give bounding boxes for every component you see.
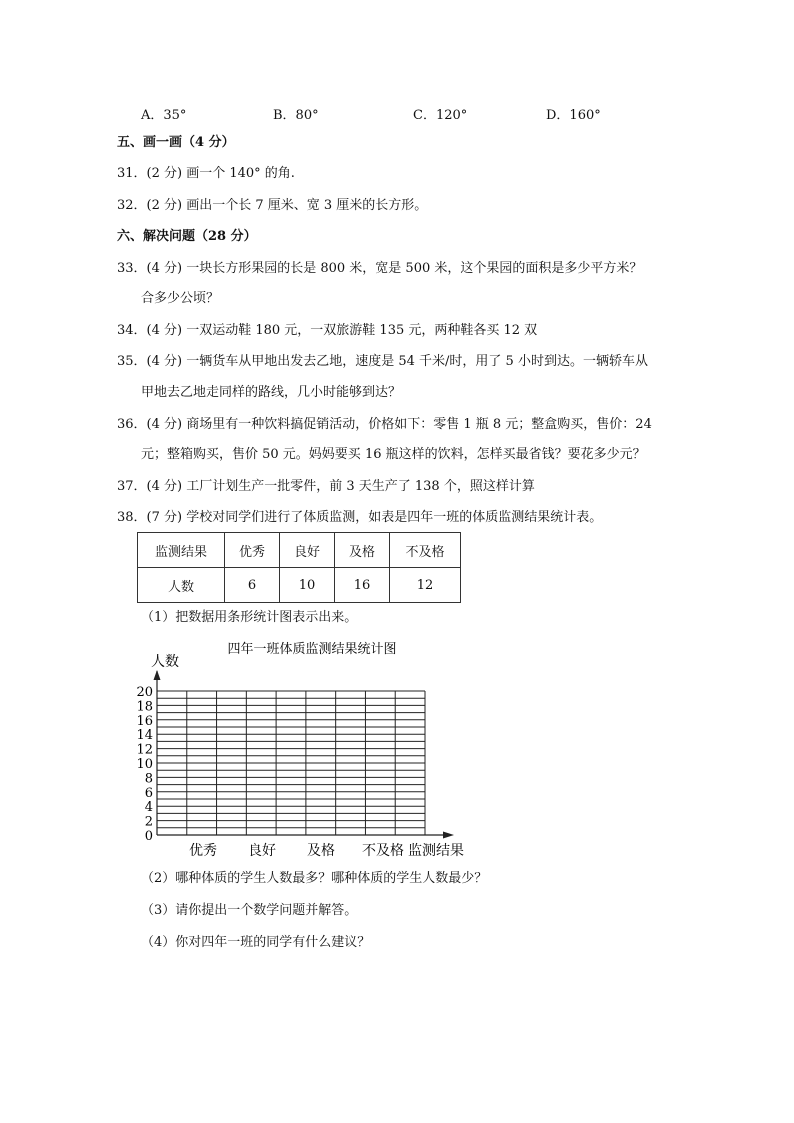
y-tick-label: 10 [136,757,153,772]
x-category-label: 及格 [307,843,335,859]
option-b: B．80° [273,108,319,123]
y-tick-label: 4 [144,800,153,816]
option-c: C．120° [413,108,468,123]
section-6-title: 六、解决问题（28 分） [117,229,257,244]
x-axis-label: 监测结果 [408,843,464,859]
sub-question-1: （1）把数据用条形统计图表示出来。 [141,610,358,625]
y-axis-arrow [154,670,161,680]
question-33-line-2: 合多少公顷？ [141,291,220,306]
question-35-line-1: 35．(4 分) 一辆货车从甲地出发去乙地，速度是 54 千米/时，用了 5 小时到达。一辆轿车从 [117,354,648,369]
table-cell: 优秀 [225,533,280,568]
x-category-label: 不及格 [362,843,404,859]
option-a: A．35° [141,108,187,123]
sub-question-3: （3）请你提出一个数学问题并解答。 [141,903,358,918]
section-5-title: 五、画一画（4 分） [117,135,235,150]
y-tick-label: 0 [144,829,153,844]
table-cell: 不及格 [390,533,461,568]
table-cell: 16 [335,568,390,603]
question-32: 32．(2 分) 画出一个长 7 厘米、宽 3 厘米的长方形。 [117,198,428,213]
table-header-row [138,533,461,568]
y-tick-label: 2 [144,814,153,830]
table-row [138,568,461,603]
bar-chart [135,638,475,863]
table-cell: 及格 [335,533,390,568]
question-34: 34．(4 分) 一双运动鞋 180 元，一双旅游鞋 135 元，两种鞋各买 12 双 [117,323,538,338]
question-33-line-1: 33．(4 分) 一块长方形果园的长是 800 米，宽是 500 米，这个果园的面积是多少平方米？ [117,261,643,276]
sub-question-4: （4）你对四年一班的同学有什么建议？ [141,935,371,950]
y-tick-label: 8 [144,771,153,787]
x-axis-arrow [443,832,454,839]
question-31: 31．(2 分) 画一个 140° 的角. [117,166,295,181]
x-category-label: 良好 [248,843,276,859]
y-tick-label: 12 [136,742,153,758]
y-tick-label: 20 [136,685,153,700]
question-35-line-2: 甲地去乙地走同样的路线，几小时能够到达？ [141,385,402,400]
table-cell: 12 [390,568,461,603]
question-37: 37．(4 分) 工厂计划生产一批零件，前 3 天生产了 138 个，照这样计算 [117,479,535,494]
chart-title: 四年一班体质监测结果统计图 [227,642,397,657]
table-cell: 10 [280,568,335,603]
y-tick-label: 16 [136,713,153,729]
question-36-line-1: 36．(4 分) 商场里有一种饮料搞促销活动，价格如下：零售 1 瓶 8 元；整盒购买，售价：24 [117,417,652,432]
option-d: D．160° [546,108,601,123]
y-tick-label: 18 [136,699,153,715]
question-36-line-2: 元；整箱购买，售价 50 元。妈妈要买 16 瓶这样的饮料，怎样买最省钱？要花多少元？ [141,447,646,462]
table-cell: 监测结果 [138,533,225,568]
y-tick-label: 14 [136,728,153,744]
table-cell: 人数 [138,568,225,603]
y-axis-label: 人数 [151,654,179,670]
bar-chart-svg [135,638,475,863]
result-table [137,532,461,603]
question-38: 38．(7 分) 学校对同学们进行了体质监测，如表是四年一班的体质监测结果统计表。 [117,510,603,525]
x-category-label: 优秀 [189,843,217,859]
table-cell: 良好 [280,533,335,568]
y-tick-label: 6 [144,785,153,801]
sub-question-2: （2）哪种体质的学生人数最多？哪种体质的学生人数最少？ [141,871,488,886]
table-cell: 6 [225,568,280,603]
